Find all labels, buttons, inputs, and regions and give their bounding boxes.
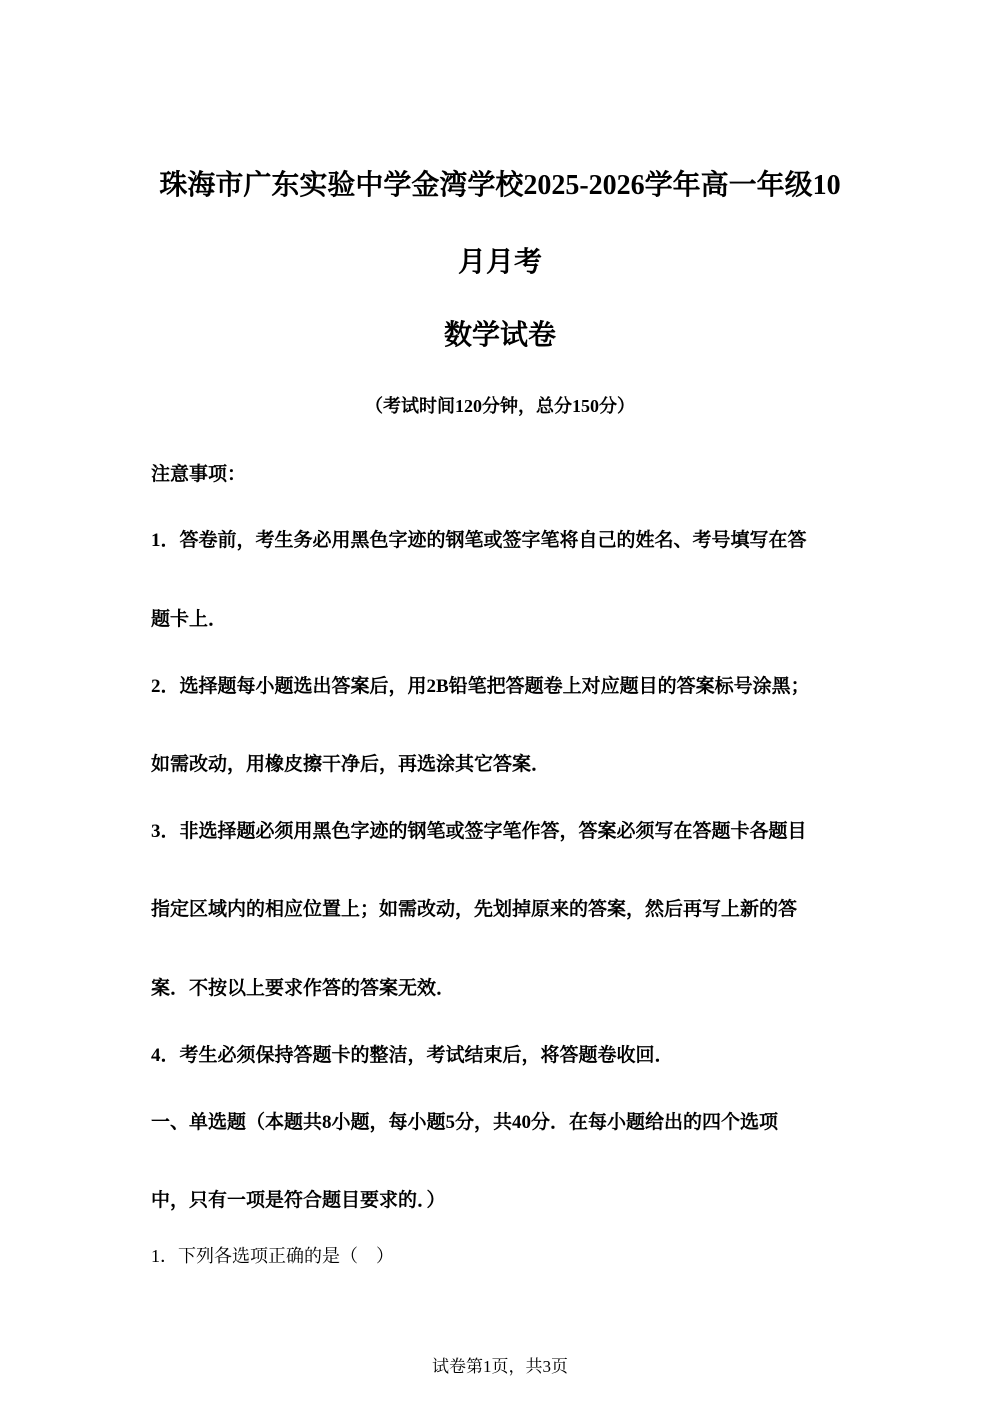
notice-item-3-line1: 3．非选择题必须用黑色字迹的钢笔或签字笔作答，答案必须写在答题卡各题目	[151, 821, 807, 842]
page-footer: 试卷第1页，共3页	[432, 1357, 568, 1376]
section-heading-line1: 一、单选题（本题共8小题，每小题5分，共40分．在每小题给出的四个选项	[151, 1112, 779, 1133]
notice-heading: 注意事项：	[151, 464, 247, 485]
question-1: 1．下列各选项正确的是（ ）	[151, 1246, 394, 1266]
notice-item-3-line2: 指定区域内的相应位置上；如需改动，先划掉原来的答案，然后再写上新的答	[151, 899, 798, 920]
notice-item-4-line1: 4．考生必须保持答题卡的整洁，考试结束后，将答题卷收回．	[151, 1045, 674, 1066]
exam-title-line2: 月月考	[457, 247, 542, 278]
section-heading-line2: 中，只有一项是符合题目要求的．）	[151, 1190, 446, 1211]
subject-title: 数学试卷	[443, 320, 556, 351]
exam-info: （考试时间120分钟，总分150分）	[365, 396, 635, 416]
notice-item-1-line2: 题卡上．	[151, 609, 228, 630]
notice-item-1-line1: 1．答卷前，考生务必用黑色字迹的钢笔或签字笔将自己的姓名、考号填写在答	[151, 530, 807, 551]
notice-item-2-line1: 2．选择题每小题选出答案后，用2B铅笔把答题卷上对应题目的答案标号涂黑；	[151, 676, 810, 697]
notice-item-3-line3: 案．不按以上要求作答的答案无效．	[151, 978, 456, 999]
exam-title-line1: 珠海市广东实验中学金湾学校2025-2026学年高一年级10	[159, 170, 841, 201]
notice-item-2-line2: 如需改动，用橡皮擦干净后，再选涂其它答案．	[151, 754, 551, 775]
